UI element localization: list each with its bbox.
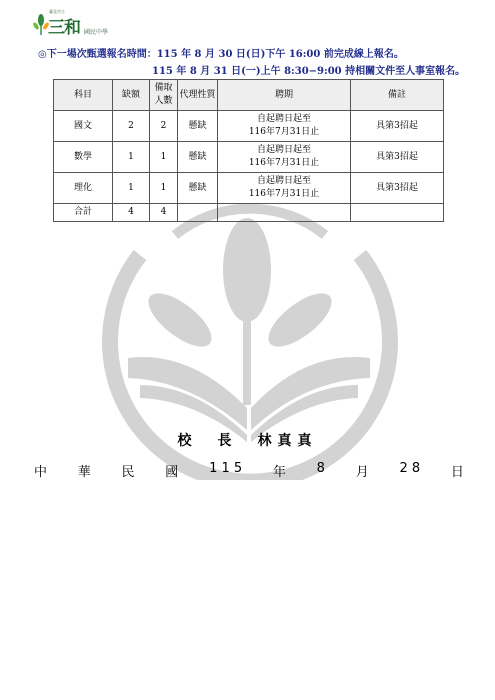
- cell-vacancies: 2: [113, 111, 150, 142]
- cell-note: 具第3招起: [351, 173, 444, 204]
- table-row: [54, 111, 444, 142]
- notice-line-2: 115 年 8 月 31 日(一)上午 8:30−9:00 持相關文件至人事室報名。: [152, 66, 466, 77]
- header-note: 備註: [351, 80, 444, 111]
- cell-term: [218, 111, 351, 142]
- date-char: 中: [34, 465, 48, 480]
- term-line-2: 116年7月31日止: [248, 158, 320, 168]
- notice-line-1: ◎下一場次甄選報名時間：115 年 8 月 30 日(日)下午 16:00 前完成線上報名。: [38, 49, 404, 60]
- date-month: 8: [316, 461, 325, 476]
- cell-term: [218, 173, 351, 204]
- cell-reserves: 1: [150, 142, 178, 173]
- logo-small-text: 臺北市立: [49, 9, 65, 14]
- logo-subtitle: 國民中學: [84, 29, 109, 36]
- cell-reserves: 2: [150, 111, 178, 142]
- term-line-1: 自起聘日起至: [256, 176, 311, 186]
- term-line-1: 自起聘日起至: [256, 145, 311, 155]
- date-char: 月: [355, 465, 369, 480]
- cell-note: 具第3招起: [351, 142, 444, 173]
- date-char: 國: [165, 465, 179, 480]
- principal-signature: 校 長 林真真: [177, 433, 318, 449]
- cell-reserves: 1: [150, 173, 178, 204]
- term-line-2: 116年7月31日止: [248, 189, 320, 199]
- school-logo: [32, 9, 109, 39]
- cell-subject: 數學: [54, 142, 113, 173]
- cell-total-label: 合計: [54, 204, 113, 222]
- header-term: 聘期: [218, 80, 351, 111]
- cell-subject: 理化: [54, 173, 113, 204]
- cell-nature: 懸缺: [178, 142, 218, 173]
- term-line-2: 116年7月31日止: [248, 127, 320, 137]
- header-vacancies: 缺額: [113, 80, 150, 111]
- term-line-1: 自起聘日起至: [256, 114, 311, 124]
- cell-note: 具第3招起: [351, 111, 444, 142]
- cell-total-vacancies: 4: [113, 204, 150, 222]
- logo-name: 三和: [48, 18, 80, 38]
- table-row: [54, 142, 444, 173]
- cell-term: [218, 142, 351, 173]
- date-char: 民: [121, 465, 135, 480]
- cell-nature: 懸缺: [178, 111, 218, 142]
- header-subject: 科目: [54, 80, 113, 111]
- document-date: [34, 461, 464, 480]
- table-total-row: [54, 204, 444, 222]
- table-header-row: [54, 80, 444, 111]
- date-day: 2 8: [399, 461, 421, 476]
- cell-total-reserves: 4: [150, 204, 178, 222]
- cell-vacancies: 1: [113, 142, 150, 173]
- date-char: 日: [450, 465, 464, 480]
- cell-empty: [218, 204, 351, 222]
- date-year: 1 1 5: [209, 461, 243, 476]
- table-row: [54, 173, 444, 204]
- header-reserves: 備取 人數: [150, 80, 178, 111]
- cell-nature: 懸缺: [178, 173, 218, 204]
- header-nature: 代理性質: [178, 80, 218, 111]
- cell-empty: [178, 204, 218, 222]
- date-char: 華: [77, 465, 91, 480]
- vacancy-table: [53, 79, 444, 222]
- cell-vacancies: 1: [113, 173, 150, 204]
- date-char: 年: [272, 465, 286, 480]
- cell-subject: 國文: [54, 111, 113, 142]
- cell-empty: [351, 204, 444, 222]
